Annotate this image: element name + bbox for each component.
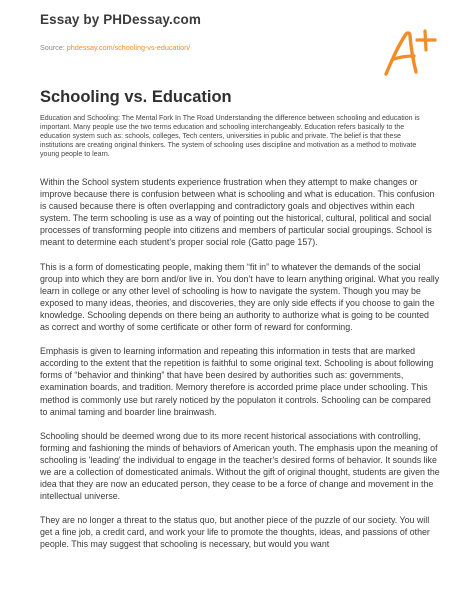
essay-intro: Education and Schooling: The Mental Fork In The Road Understanding the difference between schooling and education is important. Many people use the two terms education and schooling interchangeably. Education refers basically to the education system such as: schools, colleges, Tech centers, universities in public and private. The belief is that these institutions are creating original thinkers. The system of schooling uses discipline and motivation as a method to motivate young people to learn. [40, 115, 420, 158]
a-plus-logo-icon [380, 26, 438, 78]
source-line [40, 43, 190, 52]
essay-title: Schooling vs. Education [40, 88, 232, 106]
page-header [0, 0, 474, 68]
brand-title: Essay by PHDessay.com [40, 12, 201, 27]
body-paragraph: They are no longer a threat to the status quo, but another piece of the puzzle of our society. You will get a fine job, a credit card, and work your life to promote the thoughts, ideas, and passions of other people. This may suggest that schooling is necessary, but would you want [40, 515, 430, 550]
body-paragraph: Schooling should be deemed wrong due to its more recent historical associations with controlling, forming and fashioning the minds of behaviors of American youth. The emphasis upon the meaning of schooling is 'leading' the individual to engage in the teacher's desired forms of behavior. It sounds like we are a collection of domesticated animals. Without the gift of original thought, students are given the idea that they are now an educated person, they cease to be a force of change and movement in the intellectual universe. [40, 430, 440, 502]
body-paragraph: This is a form of domesticating people, making them “fit in” to whatever the demands of the social group into which they are born and/or live in. You don’t have to learn anything original. What you really learn in college or any other level of schooling is how to navigate the system. Though you may be exposed to many ideas, theories, and discoveries, they are only side effects if you choose to gain the knowledge. Schooling depends on there being an authority to authorize what is going to be counted as correct and worthy of some certificate or other form of reward for conforming. [40, 261, 440, 333]
essay-body [40, 176, 440, 563]
body-paragraph: Within the School system students experience frustration when they attempt to make changes or improve because there is confusion between what is schooling and what is education. This confusion is caused because there is often overlapping and contradictory goals and objectives within each system. The term schooling is use as a way of pointing out the historical, cultural, political and social processes of transforming people into citizens and members of particular social groupings. School is meant to determine each student’s proper social role (Gatto page 157). [40, 177, 435, 248]
source-label: Source: [40, 43, 65, 52]
source-link[interactable]: phdessay.com/schooling-vs-education/ [66, 43, 191, 52]
body-paragraph: Emphasis is given to learning information and repeating this information in tests that are marked according to the extent that the repetition is faithful to some original text. Schooling is about following forms of “behavior and thinking” that have been desired by authorities such as: governments, examination boards, and tradition. Memory therefore is accorded prime place under schooling. This method is commonly use but rarely noticed by the populaton it controls. Schooling can be compared to animal taming and boarder line brainwash. [40, 346, 434, 417]
